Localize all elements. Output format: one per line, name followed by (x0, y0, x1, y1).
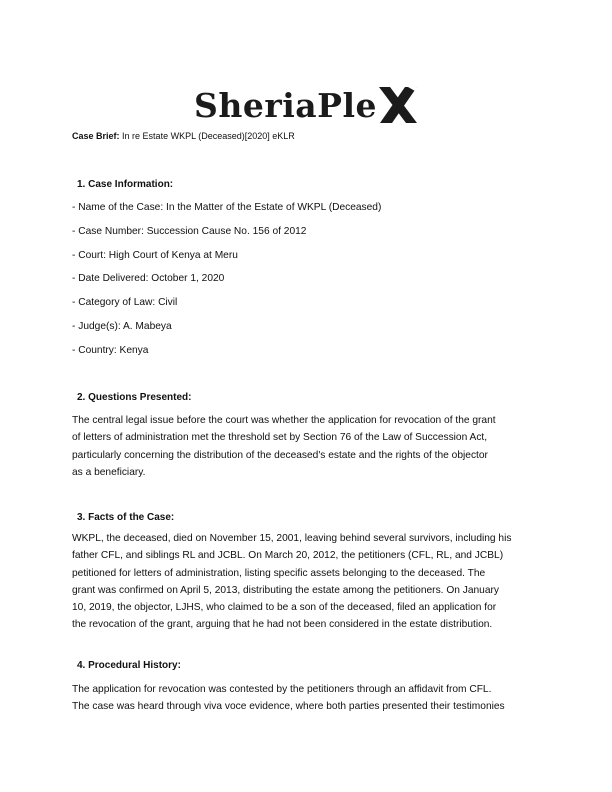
logo-wordmark: SheriaPle (194, 86, 377, 125)
paragraph-line: The central legal issue before the court was whether the application for revocation of the grant (72, 415, 496, 426)
section-heading-facts: 3. Facts of the Case: (77, 512, 175, 523)
case-info-country: - Country: Kenya (72, 345, 149, 356)
case-info-date: - Date Delivered: October 1, 2020 (72, 273, 225, 284)
case-brief-title: In re Estate WKPL (Deceased)[2020] eKLR (122, 131, 295, 141)
paragraph-line: WKPL, the deceased, died on November 15, 2001, leaving behind several survivors, including his (72, 533, 512, 544)
case-info-judges: - Judge(s): A. Mabeya (72, 321, 172, 332)
paragraph-line: The case was heard through viva voce evidence, where both parties presented their testimonies (72, 701, 505, 713)
paragraph-line: grant was confirmed on April 5, 2013, distributing the estate among the petitioners. On January (72, 584, 499, 596)
paragraph-line: The application for revocation was contested by the petitioners through an affidavit from CFL. (72, 684, 492, 695)
section-heading-questions-presented: 2. Questions Presented: (77, 392, 192, 403)
sheriaplex-logo (194, 74, 418, 125)
facts-paragraph (72, 530, 552, 634)
case-info-category: - Category of Law: Civil (72, 297, 178, 308)
paragraph-line: petitioned for letters of administration, listing specific assets belonging to the deceased. The (72, 567, 486, 579)
paragraph-line: of letters of administration met the threshold set by Section 76 of the Law of Succession Act, (72, 432, 488, 444)
paragraph-line: 10, 2019, the objector, LJHS, who claimed to be a son of the deceased, filed an application for (72, 602, 497, 614)
case-brief-line (72, 130, 295, 142)
procedural-paragraph (72, 681, 552, 716)
section-heading-case-information: 1. Case Information: (77, 179, 174, 190)
case-info-name: - Name of the Case: In the Matter of the Estate of WKPL (Deceased) (72, 202, 382, 213)
section-heading-procedural-history: 4. Procedural History: (77, 660, 181, 671)
paragraph-line: the revocation of the grant, arguing that he had not been considered in the estate distribution. (72, 619, 493, 631)
logo-x-mark-icon (378, 86, 418, 124)
case-brief-label: Case Brief: (72, 131, 120, 141)
case-info-court: - Court: High Court of Kenya at Meru (72, 250, 238, 261)
questions-paragraph (72, 412, 552, 481)
paragraph-line: particularly concerning the distribution of the deceased's estate and the rights of the objector (72, 449, 488, 461)
paragraph-line: father CFL, and siblings RL and JCBL. On March 20, 2012, the petitioners (CFL, RL, and JCBL) (72, 550, 504, 562)
case-info-number: - Case Number: Succession Cause No. 156 of 2012 (72, 226, 307, 237)
paragraph-line: as a beneficiary. (72, 466, 146, 478)
